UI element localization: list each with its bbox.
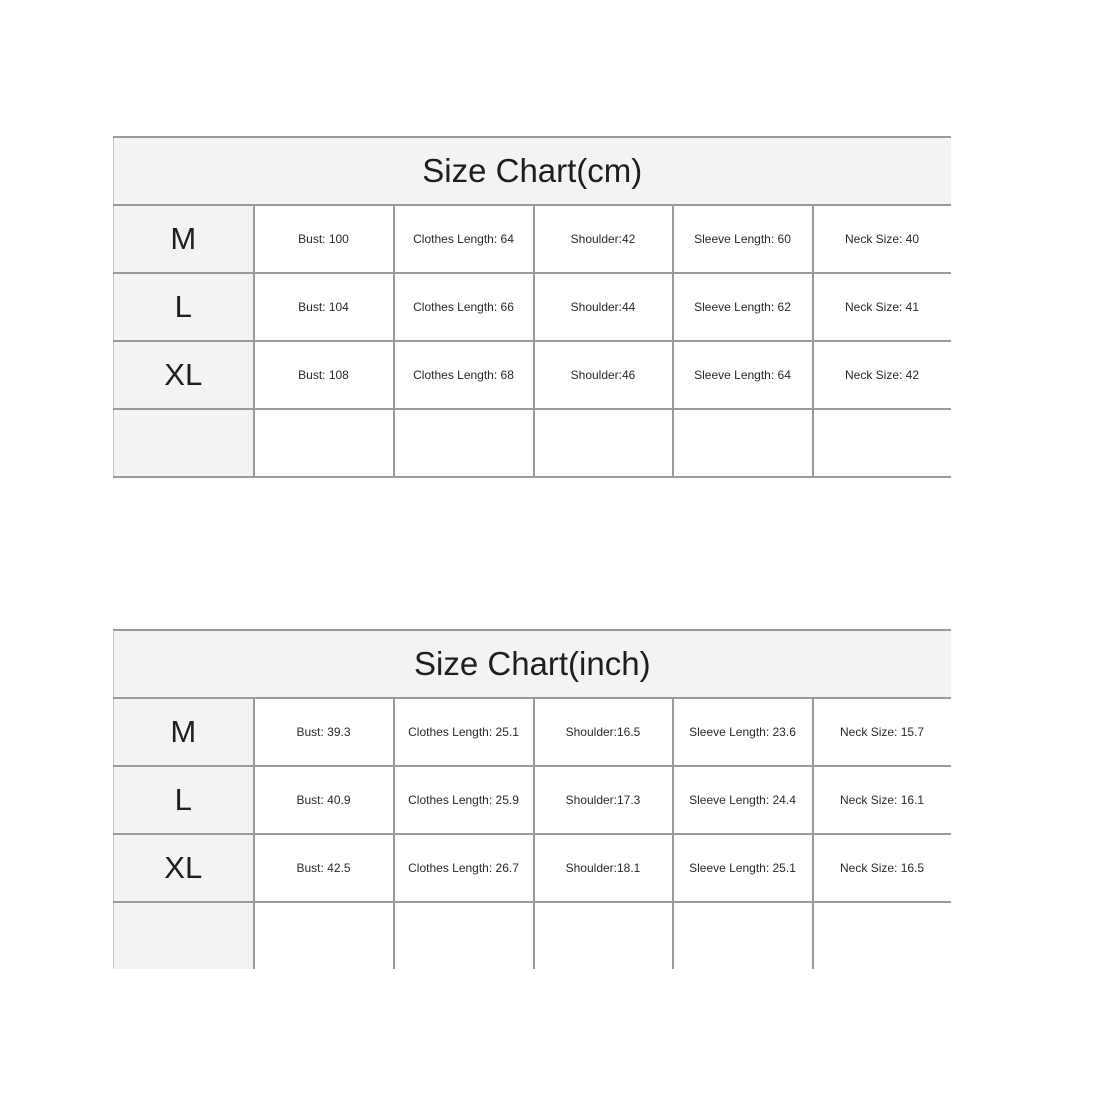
clothes-length-cell: Clothes Length: 68 <box>394 341 534 409</box>
neck-size-cell: Neck Size: 15.7 <box>813 698 951 766</box>
size-label: XL <box>114 834 254 902</box>
empty-size-label <box>114 409 254 477</box>
neck-size-cell: Neck Size: 16.1 <box>813 766 951 834</box>
table-row <box>114 766 951 834</box>
shoulder-cell: Shoulder:44 <box>534 273 673 341</box>
empty-table-row <box>114 409 951 477</box>
shoulder-cell: Shoulder:42 <box>534 205 673 273</box>
size-label: L <box>114 273 254 341</box>
size-chart-inch-table <box>113 629 951 969</box>
size-label: XL <box>114 341 254 409</box>
bust-cell: Bust: 100 <box>254 205 394 273</box>
sleeve-length-cell: Sleeve Length: 62 <box>673 273 813 341</box>
sleeve-length-cell: Sleeve Length: 23.6 <box>673 698 813 766</box>
table-title: Size Chart(inch) <box>114 630 951 698</box>
bust-cell: Bust: 40.9 <box>254 766 394 834</box>
table-title: Size Chart(cm) <box>114 137 951 205</box>
bust-cell: Bust: 42.5 <box>254 834 394 902</box>
bust-cell: Bust: 104 <box>254 273 394 341</box>
sleeve-length-cell: Sleeve Length: 25.1 <box>673 834 813 902</box>
empty-cell <box>813 902 951 969</box>
bust-cell: Bust: 39.3 <box>254 698 394 766</box>
clothes-length-cell: Clothes Length: 66 <box>394 273 534 341</box>
empty-cell <box>394 902 534 969</box>
size-label: L <box>114 766 254 834</box>
clothes-length-cell: Clothes Length: 25.1 <box>394 698 534 766</box>
empty-cell <box>534 902 673 969</box>
clothes-length-cell: Clothes Length: 25.9 <box>394 766 534 834</box>
empty-cell <box>534 409 673 477</box>
empty-cell <box>673 409 813 477</box>
table-row <box>114 834 951 902</box>
size-label: M <box>114 698 254 766</box>
size-chart-cm-table <box>113 136 951 478</box>
sleeve-length-cell: Sleeve Length: 24.4 <box>673 766 813 834</box>
clothes-length-cell: Clothes Length: 26.7 <box>394 834 534 902</box>
sleeve-length-cell: Sleeve Length: 60 <box>673 205 813 273</box>
table-row <box>114 698 951 766</box>
neck-size-cell: Neck Size: 42 <box>813 341 951 409</box>
table-row <box>114 205 951 273</box>
bust-cell: Bust: 108 <box>254 341 394 409</box>
empty-cell <box>813 409 951 477</box>
size-label: M <box>114 205 254 273</box>
empty-table-row <box>114 902 951 969</box>
neck-size-cell: Neck Size: 16.5 <box>813 834 951 902</box>
neck-size-cell: Neck Size: 40 <box>813 205 951 273</box>
table-title-row <box>114 630 951 698</box>
shoulder-cell: Shoulder:18.1 <box>534 834 673 902</box>
empty-cell <box>254 409 394 477</box>
table-row <box>114 341 951 409</box>
shoulder-cell: Shoulder:17.3 <box>534 766 673 834</box>
empty-cell <box>254 902 394 969</box>
table-row <box>114 273 951 341</box>
shoulder-cell: Shoulder:16.5 <box>534 698 673 766</box>
neck-size-cell: Neck Size: 41 <box>813 273 951 341</box>
shoulder-cell: Shoulder:46 <box>534 341 673 409</box>
sleeve-length-cell: Sleeve Length: 64 <box>673 341 813 409</box>
empty-cell <box>394 409 534 477</box>
table-title-row <box>114 137 951 205</box>
clothes-length-cell: Clothes Length: 64 <box>394 205 534 273</box>
empty-size-label <box>114 902 254 969</box>
empty-cell <box>673 902 813 969</box>
